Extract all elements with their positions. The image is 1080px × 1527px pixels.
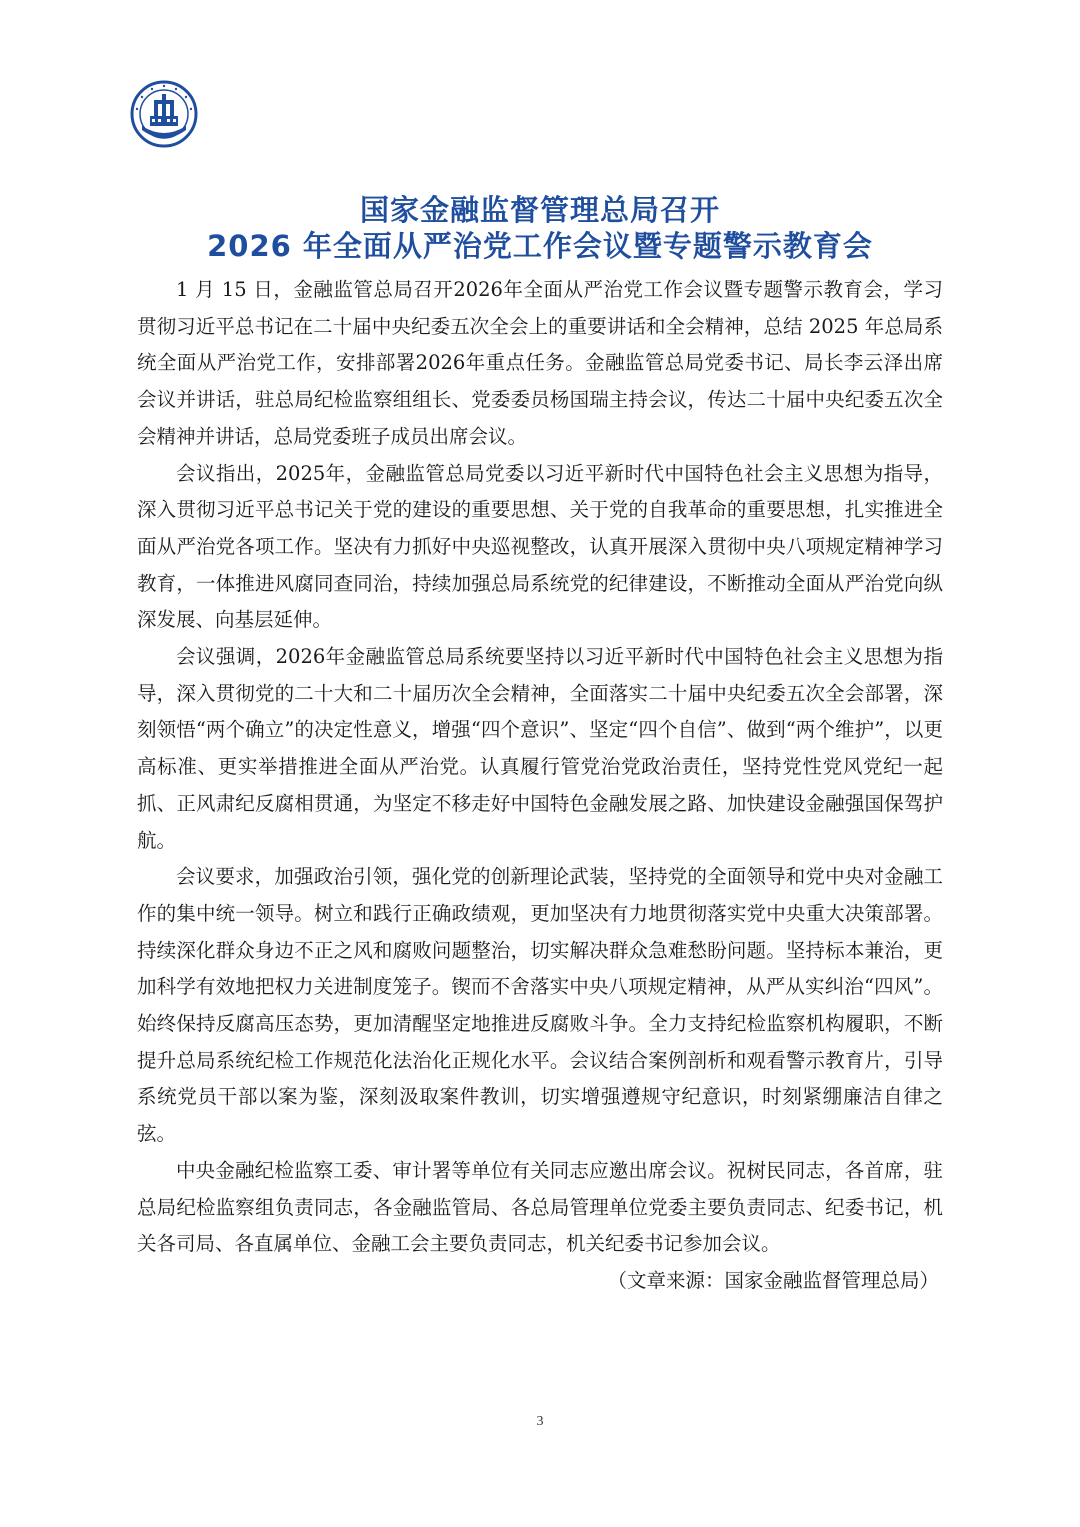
paragraph: 1 月 15 日，金融监管总局召开2026年全面从严治党工作会议暨专题警示教育会，学习贯彻习近平总书记在二十届中央纪委五次全会上的重要讲话和全会精神，总结 2025 年总局系统全面从严治党工作，安排部署2026年重点任务。金融监管总局党委书记、局长李云泽出席会议并讲话，驻总局纪检监察组组长、党委委员杨国瑞主持会议，传达二十届中央纪委五次全会精神并讲话，总局党委班子成员出席会议。 — [137, 278, 943, 448]
financial-regulator-emblem-icon — [130, 80, 198, 148]
article-body — [137, 272, 943, 1300]
page-subtitle: 2026 年全面从严治党工作会议暨专题警示教育会 — [207, 229, 873, 263]
paragraph: 会议指出，2025年，金融监管总局党委以习近平新时代中国特色社会主义思想为指导，深入贯彻习近平总书记关于党的建设的重要思想、关于党的自我革命的重要思想，扎实推进全面从严治党各项工作。坚决有力抓好中央巡视整改，认真开展深入贯彻中央八项规定精神学习教育，一体推进风腐同查同治，持续加强总局系统党的纪律建设，不断推动全面从严治党向纵深发展、向基层延伸。 — [137, 461, 943, 632]
page-title: 国家金融监督管理总局召开 — [359, 193, 720, 227]
paragraph: 会议要求，加强政治引领，强化党的创新理论武装，坚持党的全面领导和党中央对金融工作的集中统一领导。树立和践行正确政绩观，更加坚决有力地贯彻落实党中央重大决策部署。持续深化群众身边不正之风和腐败问题整治，切实解决群众急难愁盼问题。坚持标本兼治，更加科学有效地把权力关进制度笼子。锲而不舍落实中央八项规定精神，从严从实纠治“四风”。始终保持反腐高压态势，更加清醒坚定地推进反腐败斗争。全力支持纪检监察机构履职，不断提升总局系统纪检工作规范化法治化正规化水平。会议结合案例剖析和观看警示教育片，引导系统党员干部以案为鉴，深刻汲取案件教训，切实增强遵规守纪意识，时刻紧绷廉洁自律之弦。 — [137, 865, 943, 1146]
paragraph: 会议强调，2026年金融监管总局系统要坚持以习近平新时代中国特色社会主义思想为指导，深入贯彻党的二十大和二十届历次全会精神，全面落实二十届中央纪委五次全会部署，深刻领悟“两个确立”的决定性意义，增强“四个意识”、坚定“四个自信”、做到“两个维护”，以更高标准、更实举措推进全面从严治党。认真履行管党治党政治责任，坚持党性党风党纪一起抓、正风肃纪反腐相贯通，为坚定不移走好中国特色金融发展之路、加快建设金融强国保驾护航。 — [137, 645, 943, 852]
article-source: （文章来源：国家金融监督管理总局） — [607, 1268, 939, 1292]
page-number: 3 — [536, 1414, 544, 1429]
paragraph: 中央金融纪检监察工委、审计署等单位有关同志应邀出席会议。祝树民同志，各首席，驻总局纪检监察组负责同志，各金融监管局、各总局管理单位党委主要负责同志、纪委书记，机关各司局、各直属单位、金融工会主要负责同志，机关纪委书记参加会议。 — [137, 1158, 943, 1256]
